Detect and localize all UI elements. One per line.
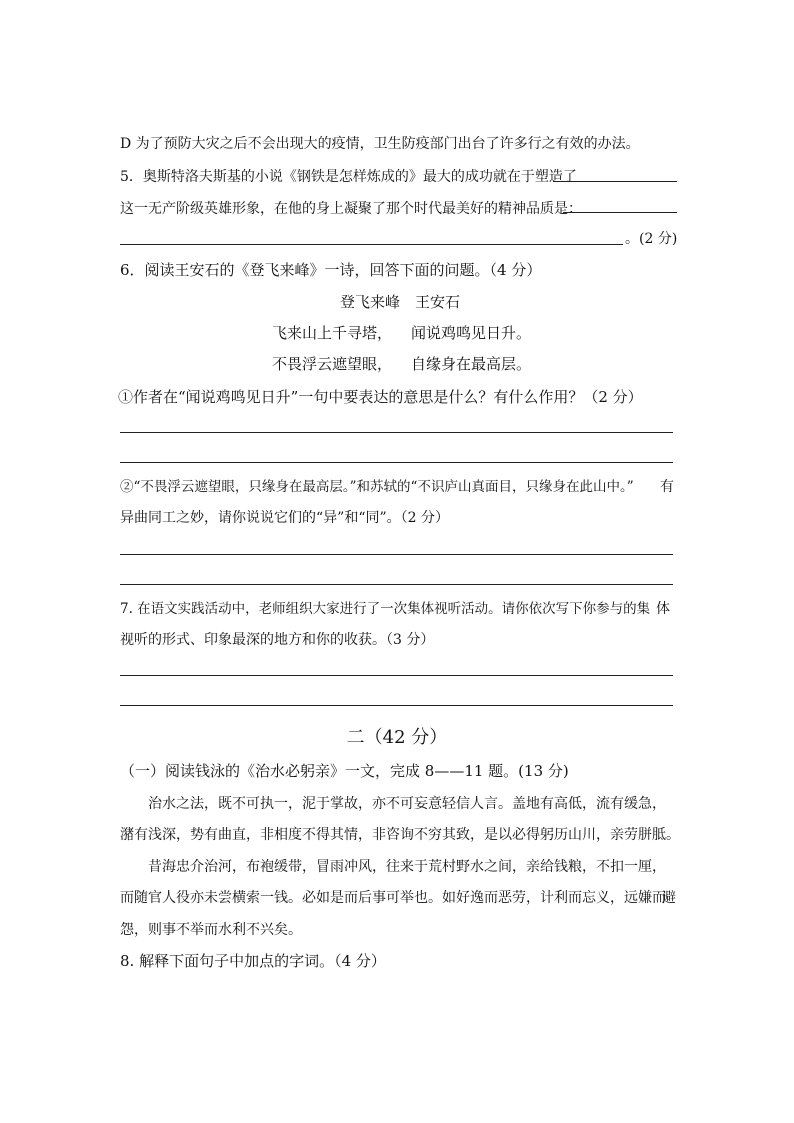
answer-line-q6-2-b[interactable]	[120, 584, 673, 585]
option-d: D 为了预防大灾之后不会出现大的疫情，卫生防疫部门出台了许多行之有效的办法。	[120, 136, 640, 152]
question-5-line-1: 5．奥斯特洛夫斯基的小说《钢铁是怎样炼成的》最大的成功就在于塑造了	[120, 169, 577, 185]
question-8: 8. 解释下面句子中加点的字词。（4 分）	[120, 952, 386, 970]
answer-line-q6-1-b[interactable]	[120, 462, 673, 463]
passage-para-2-line-2: 而随官人役亦未尝横索一钱。必如是而后事可举也。如好逸而恶劳，计利而忘义，远嫌而	[120, 890, 666, 906]
question-6-2-line-1: ②“不畏浮云遮望眼，只缘身在最高层。”和苏轼的“不识庐山真面目，只缘身在此山中。”	[120, 479, 634, 495]
answer-line-q6-1-a[interactable]	[120, 432, 673, 433]
answer-line-q7-b[interactable]	[120, 705, 673, 706]
passage-para-2-line-2-tail: 避	[662, 890, 676, 906]
answer-line-q6-2-a[interactable]	[120, 554, 673, 555]
question-7-line-1: 7. 在语文实践活动中，老师组织大家进行了一次集体视听活动。请你依次写下你参与的集	[120, 601, 651, 617]
passage-para-2-line-3: 怨，则事不举而水利不兴矣。	[120, 922, 302, 938]
answer-blank-q5-b[interactable]	[563, 212, 677, 213]
question-6-1: ①作者在“闻说鸡鸣见日升”一句中要表达的意思是什么？有什么作用？（2 分）	[118, 388, 643, 406]
question-5-line-2: 这一无产阶级英雄形象，在他的身上凝聚了那个时代最美好的精神品质是：	[120, 201, 582, 217]
answer-blank-q5-c[interactable]	[120, 244, 623, 245]
poem-line-1a: 飞来山上千寻塔，	[272, 324, 393, 342]
question-6: 6．阅读王安石的《登飞来峰》一诗，回答下面的问题。（4 分）	[120, 261, 542, 279]
passage-para-1-line-1: 治水之法，既不可执一，泥于掌故，亦不可妄意轻信人言。盖地有高低，流有缓急，	[148, 796, 666, 812]
question-7-line-1-tail: 体	[656, 601, 670, 617]
poem-line-2a: 不畏浮云遮望眼，	[272, 355, 393, 373]
section-2-title: 二（42 分）	[346, 727, 448, 748]
answer-blank-q5-a[interactable]	[553, 181, 677, 182]
poem-line-2b: 自缘身在最高层。	[411, 355, 532, 373]
passage-para-1-line-2: 潴有浅深，势有曲直，非相度不得其情，非咨询不穷其致，是以必得躬历山川，亲劳胼胝。	[120, 827, 680, 843]
answer-line-q7-a[interactable]	[120, 675, 673, 676]
question-6-2-line-2: 异曲同工之妙，请你说说它们的“异”和“同”。（2 分）	[120, 510, 449, 526]
question-7-line-2: 视听的形式、印象最深的地方和你的收获。（3 分）	[120, 632, 435, 648]
poem-title: 登飞来峰 王安石	[340, 293, 461, 311]
question-6-2-line-1-tail: 有	[660, 479, 674, 495]
part-1-heading: （一）阅读钱泳的《治水必躬亲》一文，完成 8——11 题。(13 分)	[120, 762, 569, 780]
poem-line-1b: 闻说鸡鸣见日升。	[411, 324, 532, 342]
passage-para-2-line-1: 昔海忠介治河，布袍缓带，冒雨冲风，往来于荒村野水之间，亲给钱粮，不扣一厘，	[148, 859, 666, 875]
question-5-score: 。(2 分)	[625, 231, 678, 247]
